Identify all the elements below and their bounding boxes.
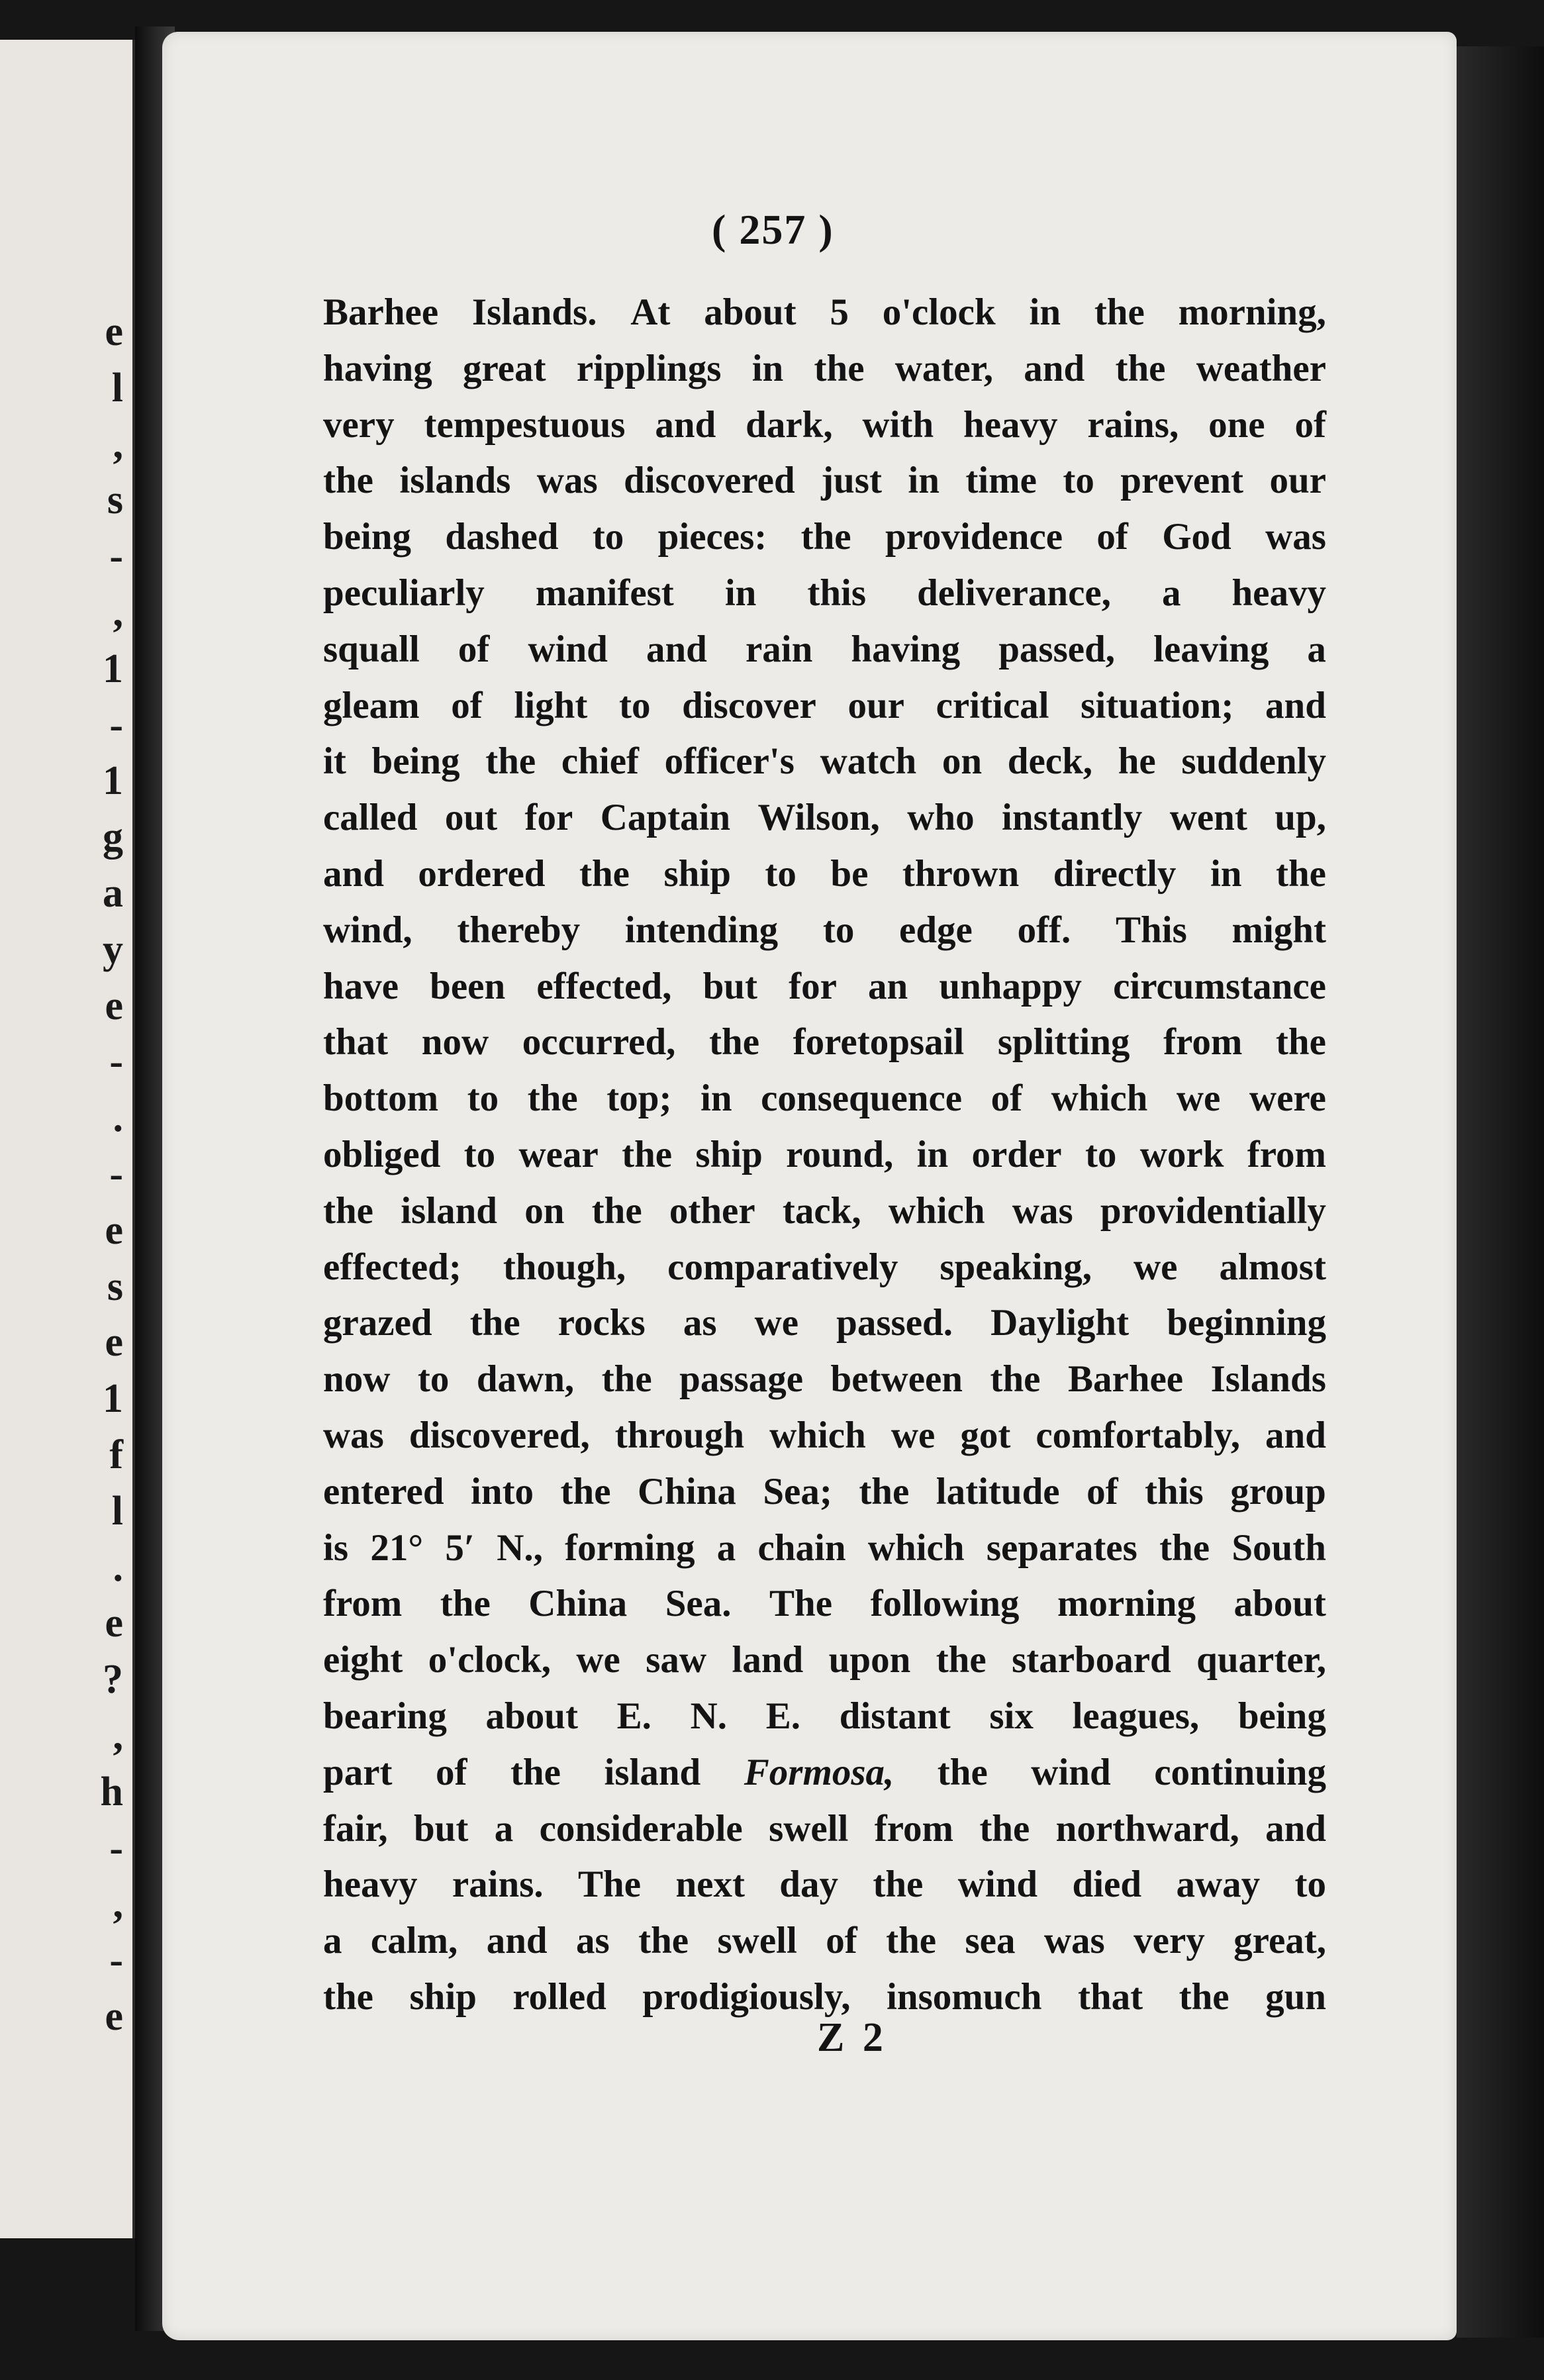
text-line: a calm, and as the swell of the sea was very great, bbox=[323, 1920, 1326, 1962]
facing-page-fragment: - bbox=[109, 1938, 123, 1983]
facing-page-fragment: , bbox=[113, 590, 123, 635]
facing-page-fragment: . bbox=[113, 1095, 123, 1141]
facing-page-fragment: 1 bbox=[103, 758, 123, 804]
facing-page-edge bbox=[0, 40, 135, 2238]
facing-page-fragment: - bbox=[109, 1039, 123, 1085]
facing-page-fragment: - bbox=[109, 1825, 123, 1871]
facing-page-fragment: f bbox=[109, 1432, 123, 1477]
facing-page-fragment: e bbox=[105, 309, 123, 354]
text-line: gleam of light to discover our critical situation; and bbox=[323, 684, 1326, 726]
text-line: bottom to the top; in consequence of which we were bbox=[323, 1077, 1326, 1120]
text-line: Barhee Islands. At about 5 o'clock in the morning, bbox=[323, 291, 1326, 333]
text-line: part of the island Formosa, the wind continuing bbox=[323, 1751, 1326, 1793]
text-line: effected; though, comparatively speaking, we almost bbox=[323, 1246, 1326, 1288]
text-line: is 21° 5′ N., forming a chain which separates the South bbox=[323, 1526, 1326, 1569]
text-line: the islands was discovered just in time to prevent our bbox=[323, 460, 1326, 502]
text-line: and ordered the ship to be thrown directly in the bbox=[323, 852, 1326, 895]
facing-page-fragment: - bbox=[109, 534, 123, 579]
text-line: eight o'clock, we saw land upon the starboard quarter, bbox=[323, 1639, 1326, 1681]
facing-page-fragment: , bbox=[113, 1881, 123, 1927]
text-line: grazed the rocks as we passed. Daylight beginning bbox=[323, 1302, 1326, 1344]
facing-page-fragment: 1 bbox=[103, 1376, 123, 1422]
text-line: that now occurred, the foretopsail splitting from the bbox=[323, 1021, 1326, 1064]
page-number-header: ( 257 ) bbox=[712, 206, 834, 253]
facing-page-fragment: - bbox=[109, 1152, 123, 1197]
text-line: entered into the China Sea; the latitude of this group bbox=[323, 1470, 1326, 1512]
facing-page-fragment: l bbox=[111, 365, 123, 411]
facing-page-fragment: y bbox=[103, 926, 123, 972]
facing-page-fragment: ? bbox=[103, 1657, 123, 1703]
facing-page-fragment: e bbox=[105, 983, 123, 1028]
text-line: having great ripplings in the water, and the weather bbox=[323, 347, 1326, 389]
text-line: the ship rolled prodigiously, insomuch that the gun bbox=[323, 1975, 1326, 2018]
text-line: very tempestuous and dark, with heavy rains, one of bbox=[323, 403, 1326, 446]
text-line: it being the chief officer's watch on deck, he suddenly bbox=[323, 740, 1326, 783]
facing-page-fragment: h bbox=[100, 1769, 123, 1814]
text-line: have been effected, but for an unhappy circumstance bbox=[323, 965, 1326, 1007]
facing-page-fragment: s bbox=[107, 477, 123, 523]
facing-page-fragment: , bbox=[113, 1713, 123, 1758]
text-line: squall of wind and rain having passed, leaving a bbox=[323, 628, 1326, 670]
text-line: bearing about E. N. E. distant six leagues, being bbox=[323, 1695, 1326, 1737]
facing-page-fragment: e bbox=[105, 1320, 123, 1365]
text-line: peculiarly manifest in this deliverance, a heavy bbox=[323, 571, 1326, 614]
facing-page-fragment: e bbox=[105, 1601, 123, 1646]
body-text bbox=[323, 285, 1326, 2026]
text-line: from the China Sea. The following morning about bbox=[323, 1583, 1326, 1625]
text-line: being dashed to pieces: the providence of God was bbox=[323, 516, 1326, 558]
text-line: was discovered, through which we got comfortably, and bbox=[323, 1414, 1326, 1456]
signature-mark: Z 2 bbox=[817, 2015, 887, 2060]
text-line: wind, thereby intending to edge off. This might bbox=[323, 909, 1326, 951]
page-edge-shadow bbox=[1457, 46, 1544, 2338]
facing-page-fragment: 1 bbox=[103, 646, 123, 691]
text-line: now to dawn, the passage between the Barhee Islands bbox=[323, 1358, 1326, 1401]
facing-page-text-fragments bbox=[0, 40, 132, 2238]
text-line: heavy rains. The next day the wind died away to bbox=[323, 1863, 1326, 1906]
facing-page-fragment: g bbox=[103, 815, 123, 860]
text-line: fair, but a considerable swell from the northward, and bbox=[323, 1807, 1326, 1850]
facing-page-fragment: l bbox=[111, 1488, 123, 1534]
text-line: the island on the other tack, which was providentially bbox=[323, 1189, 1326, 1232]
text-line: obliged to wear the ship round, in order to work from bbox=[323, 1133, 1326, 1175]
facing-page-fragment: e bbox=[105, 1994, 123, 2039]
facing-page-fragment: - bbox=[109, 702, 123, 748]
facing-page-fragment: . bbox=[113, 1544, 123, 1590]
facing-page-fragment: e bbox=[105, 1207, 123, 1253]
text-line: called out for Captain Wilson, who instantly went up, bbox=[323, 797, 1326, 839]
facing-page-fragment: , bbox=[113, 421, 123, 467]
facing-page-fragment: s bbox=[107, 1264, 123, 1309]
facing-page-fragment: a bbox=[103, 871, 123, 916]
